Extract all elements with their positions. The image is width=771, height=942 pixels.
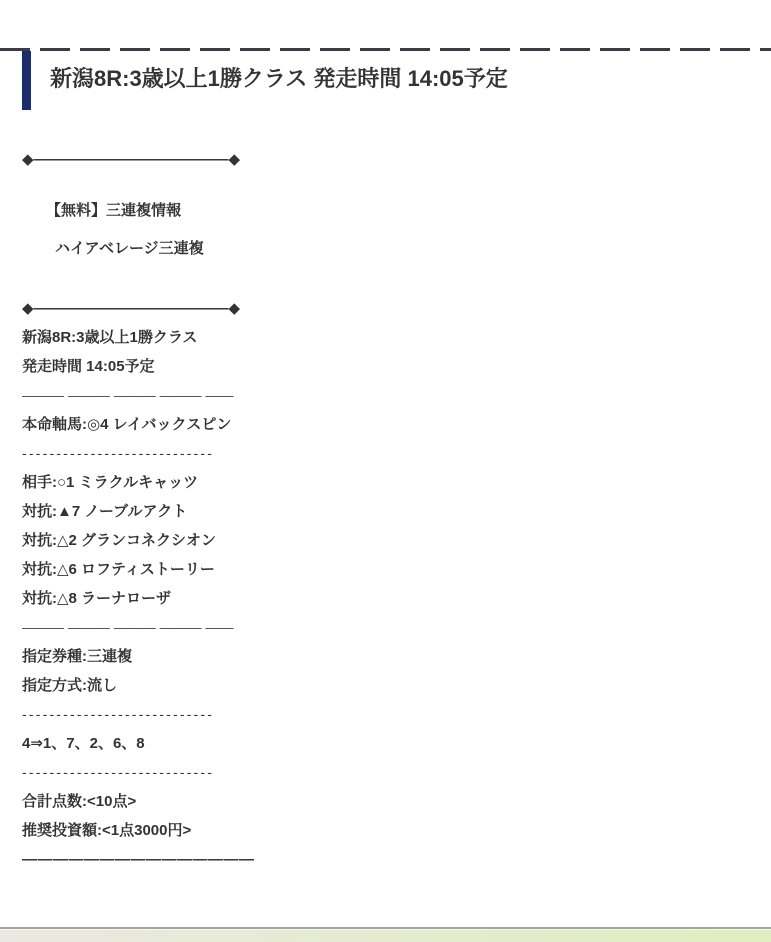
- diamond-divider-top: ◆―――――――――――――◆: [22, 151, 241, 168]
- dashed-divider-2: ----------------------------: [22, 706, 215, 722]
- page-title: 新潟8R:3歳以上1勝クラス 発走時間 14:05予定: [50, 66, 508, 91]
- dashed-divider-1: ----------------------------: [22, 445, 215, 461]
- underscore-divider-1: ――― ――― ――― ――― ――: [22, 387, 234, 403]
- main-horse: 本命軸馬:◎4 レイバックスピン: [22, 416, 232, 433]
- diamond-divider-bottom: ◆―――――――――――――◆: [22, 300, 241, 317]
- bet-formation: 4⇒1、7、2、6、8: [22, 735, 145, 752]
- underscore-divider-2: ――― ――― ――― ――― ――: [22, 619, 234, 635]
- heavy-divider: ———————————————: [22, 851, 255, 868]
- recommended-amount: 推奨投資額:<1点3000円>: [22, 822, 192, 839]
- partner-horse: 相手:○1 ミラクルキャッツ: [22, 474, 199, 491]
- top-edge-strip: [0, 48, 771, 51]
- free-info-title: 【無料】三連複情報: [46, 202, 182, 219]
- race-start-time: 発走時間 14:05予定: [22, 358, 155, 375]
- rival-horse-3: 対抗:△6 ロフティストーリー: [22, 561, 215, 578]
- rival-horse-2: 対抗:△2 グランコネクシオン: [22, 532, 217, 549]
- header-accent-bar: [22, 48, 31, 110]
- product-name: ハイアベレージ三連複: [55, 240, 204, 257]
- dashed-divider-3: ----------------------------: [22, 764, 215, 780]
- ticket-type: 指定券種:三連複: [22, 648, 132, 665]
- race-header: [22, 48, 771, 110]
- ticket-content: [22, 145, 771, 874]
- race-name: 新潟8R:3歳以上1勝クラス: [22, 329, 198, 346]
- total-points: 合計点数:<10点>: [22, 793, 137, 810]
- rival-horse-1: 対抗:▲7 ノーブルアクト: [22, 503, 188, 520]
- bet-method: 指定方式:流し: [22, 677, 117, 694]
- rival-horse-4: 対抗:△8 ラーナローザ: [22, 590, 172, 607]
- footer-green-bar: [0, 927, 771, 942]
